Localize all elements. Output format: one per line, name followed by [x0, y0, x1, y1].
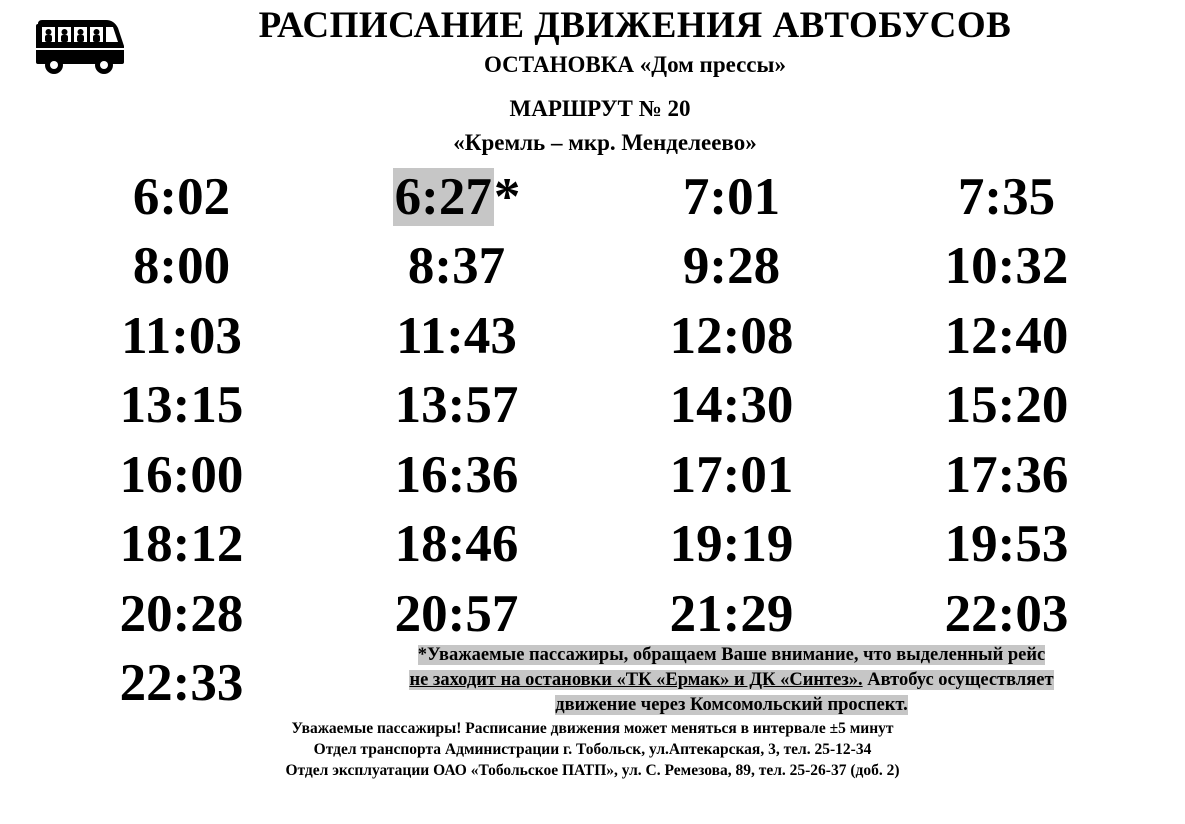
trip-note-marker: *: [493, 167, 521, 226]
time-value: 11:43: [396, 306, 517, 365]
departure-time: [869, 234, 1144, 298]
departure-time: [869, 443, 1144, 507]
departure-time: [869, 304, 1144, 368]
departure-time: [594, 234, 869, 298]
departure-time: [319, 234, 594, 298]
footer-line-3: Отдел эксплуатации ОАО «Тобольское ПАТП», ул. С. Ремезова, 89, тел. 25-26-37 (доб. 2): [285, 762, 900, 779]
departure-time: [869, 582, 1144, 646]
footer: [0, 718, 1185, 781]
time-value: 15:20: [944, 376, 1069, 435]
departure-time: [319, 582, 594, 646]
footer-line-1: Уважаемые пассажиры! Расписание движения может меняться в интервале ±5 минут: [291, 720, 894, 737]
schedule-row: [44, 440, 1144, 510]
time-value: 12:40: [944, 306, 1069, 365]
time-value: 11:03: [121, 306, 242, 365]
time-value: 17:01: [669, 445, 794, 504]
departure-time: [594, 582, 869, 646]
note-line-2-rest: Автобус осуществляет: [862, 670, 1054, 690]
schedule-grid: [44, 162, 1144, 718]
note-line-3: движение через Комсомольский проспект.: [555, 695, 908, 715]
time-value: 6:02: [132, 167, 231, 226]
footer-line-2: Отдел транспорта Администрации г. Тобольск, ул.Аптекарская, 3, тел. 25-12-34: [313, 741, 872, 758]
time-value: 6:27: [394, 167, 492, 226]
departure-time: [44, 165, 319, 229]
time-value: 8:37: [407, 237, 506, 296]
time-value: 16:36: [394, 445, 519, 504]
departure-time: [44, 234, 319, 298]
time-value: 22:03: [944, 584, 1069, 643]
stop-name: ОСТАНОВКА «Дом прессы»: [484, 52, 786, 77]
departure-time: [319, 443, 594, 507]
time-value: 7:35: [957, 167, 1056, 226]
time-value: 7:01: [682, 167, 781, 226]
time-value: 22:33: [119, 654, 244, 713]
departure-time: [869, 373, 1144, 437]
schedule-row: [44, 371, 1144, 441]
time-value: 12:08: [669, 306, 794, 365]
route-number: МАРШРУТ № 20: [509, 96, 691, 121]
departure-time: [44, 373, 319, 437]
time-value: 9:28: [682, 237, 781, 296]
time-value: 17:36: [944, 445, 1069, 504]
departure-time: [869, 512, 1144, 576]
departure-time: [319, 165, 594, 229]
time-value: 8:00: [132, 237, 231, 296]
schedule-row: [44, 301, 1144, 371]
time-value: 10:32: [944, 237, 1069, 296]
departure-time: [44, 512, 319, 576]
departure-time: [44, 304, 319, 368]
departure-time: [594, 512, 869, 576]
departure-time: [44, 582, 319, 646]
departure-time: [594, 443, 869, 507]
route-name: «Кремль – мкр. Менделеево»: [453, 130, 757, 155]
schedule-row: [44, 232, 1144, 302]
departure-time: [869, 165, 1144, 229]
schedule-row: [44, 579, 1144, 649]
time-value: 20:57: [394, 584, 519, 643]
time-value: 18:12: [119, 515, 244, 574]
time-value: 18:46: [394, 515, 519, 574]
page-title: РАСПИСАНИЕ ДВИЖЕНИЯ АВТОБУСОВ: [258, 5, 1012, 46]
departure-time: [44, 651, 319, 715]
time-value: 19:53: [944, 515, 1069, 574]
time-value: 16:00: [119, 445, 244, 504]
time-value: 20:28: [119, 584, 244, 643]
schedule-row: [44, 510, 1144, 580]
departure-time: [319, 304, 594, 368]
departure-time: [319, 512, 594, 576]
departure-time: [594, 165, 869, 229]
departure-time: [319, 373, 594, 437]
time-value: 13:57: [394, 376, 519, 435]
departure-time: [594, 373, 869, 437]
note-line-1: *Уважаемые пассажиры, обращаем Ваше внимание, что выделенный рейс: [417, 645, 1046, 665]
time-value: 19:19: [669, 515, 794, 574]
highlighted-trip-note: [340, 643, 1123, 718]
time-value: 14:30: [669, 376, 794, 435]
departure-time: [44, 443, 319, 507]
time-value: 21:29: [669, 584, 794, 643]
departure-time: [594, 304, 869, 368]
time-value: 13:15: [119, 376, 244, 435]
schedule-row: [44, 162, 1144, 232]
note-line-2-underlined: не заходит на остановки «ТК «Ермак» и ДК «Синтез».: [409, 670, 863, 690]
